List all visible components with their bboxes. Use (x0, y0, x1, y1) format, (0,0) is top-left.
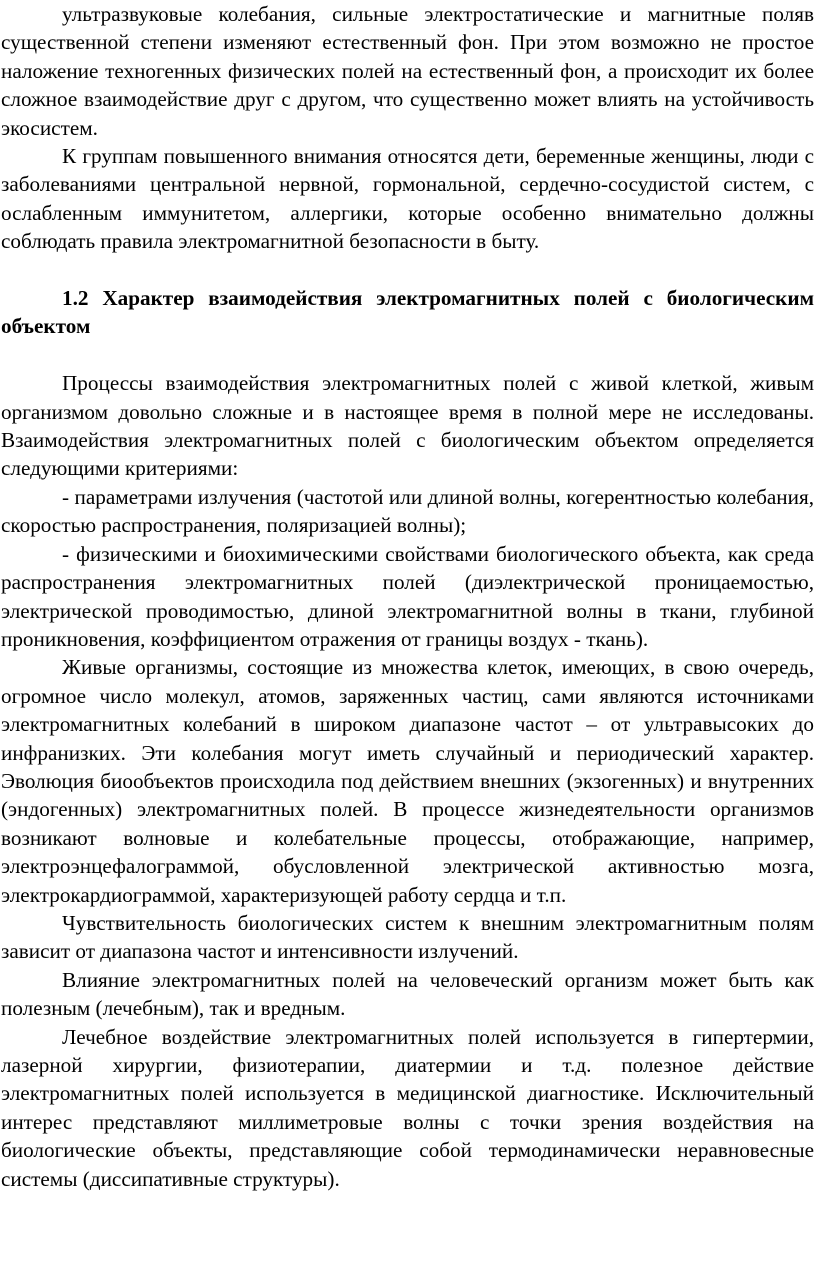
paragraph-interaction-processes: Процессы взаимодействия электромагнитных полей с живой клеткой, живым организмом довольно сложные и в настоящее время в полной мере не исследованы. Взаимодействия электромагнитных полей с биологическим объектом определяется следующими критериями: (1, 371, 814, 481)
paragraph-continuation-technogenic-fields: ультразвуковые колебания, сильные электростатические и магнитные поляв существенной степени изменяют естественный фон. При этом возможно не простое наложение техногенных физических полей на естественный фон, а происходит их более сложное взаимодействие друг с другом, что существенно может влиять на устойчивость экосистем. (1, 2, 814, 140)
paragraph-therapeutic-effect: Лечебное воздействие электромагнитных полей используется в гипертермии, лазерной хирургии, физиотерапии, диатермии и т.д. полезное действие электромагнитных полей используется в медицинской диагностике. Исключительный интерес представляют миллиметровые волны с точки зрения воздействия на биологические объекты, представляющие собой термодинамически неравновесные системы (диссипативные структуры). (1, 1024, 814, 1191)
paragraph-influence: Влияние электромагнитных полей на человеческий организм может быть как полезным (лечебным), так и вредным. (1, 967, 814, 1021)
section-heading: 1.2 Характер взаимодействия электромагнитных полей с биологическим объектом (1, 286, 814, 339)
list-item-radiation-parameters: - параметрами излучения (частотой или длиной волны, когерентностью колебания, скоростью распространения, поляризацией волны); (1, 484, 814, 538)
paragraph-living-organisms: Живые организмы, состоящие из множества клеток, имеющих, в свою очередь, огромное число молекул, атомов, заряженных частиц, сами являются источниками электромагнитных колебаний в широком диапазоне частот – от ультравысоких до инфранизких. Эти колебания могут иметь случайный и периодический характер. Эволюция биообъектов происходила под действием внешних (экзогенных) и внутренних (эндогенных) электромагнитных полей. В процессе жизнедеятельности организмов возникают волновые и колебательные процессы, отображающие, например, электроэнцефалограммой, обусловленной электрической активностью мозга, электрокардиограммой, характеризующей работу сердца и т.п. (1, 655, 814, 907)
paragraph-risk-groups: К группам повышенного внимания относятся дети, беременные женщины, люди с заболеваниями центральной нервной, гормональной, сердечно-сосудистой систем, с ослабленным иммунитетом, аллергики, которые особенно внимательно должны соблюдать правила электромагнитной безопасности в быту. (1, 144, 814, 254)
spacer (1, 256, 814, 284)
spacer (1, 341, 814, 369)
list-item-biological-properties: - физическими и биохимическими свойствами биологического объекта, как среда распространения электромагнитных полей (диэлектрической проницаемостью, электрической проводимостью, длиной электромагнитной волны в ткани, глубиной проникновения, коэффициентом отражения от границы воздух - ткань). (1, 541, 814, 651)
paragraph-sensitivity: Чувствительность биологических систем к внешним электромагнитным полям зависит от диапазона частот и интенсивности излучений. (1, 910, 814, 964)
